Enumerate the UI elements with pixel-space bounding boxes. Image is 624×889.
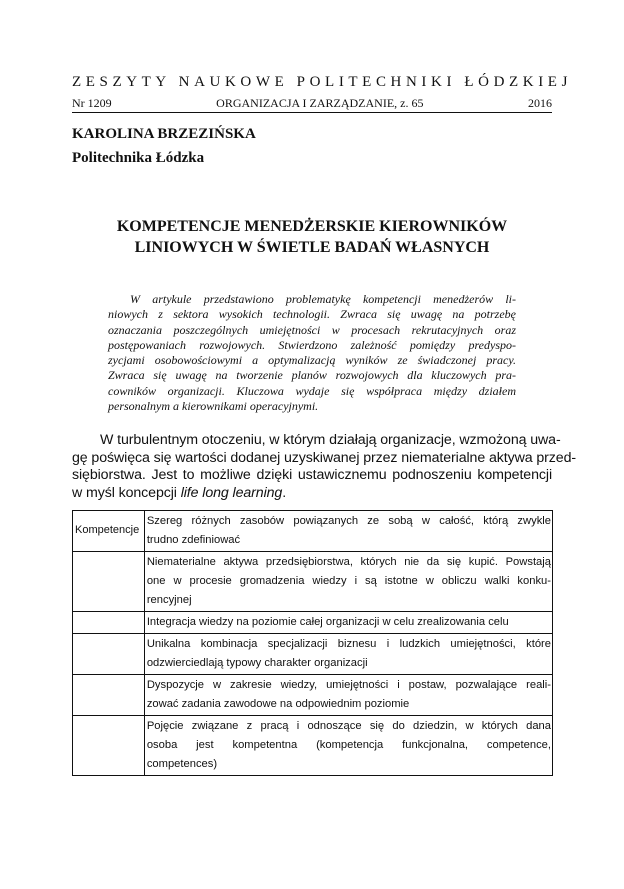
table-cell-line: osoba jest kompetentna (kompetencja funkcjonalna, competence, — [146, 739, 551, 751]
table-definition-cell — [144, 634, 552, 675]
table-term-cell — [73, 716, 145, 776]
table-cell-line: one w procesie gromadzenia wiedzy i są istotne w obliczu walki konku- — [146, 575, 551, 587]
table-term-cell — [73, 552, 145, 612]
table-row — [73, 634, 553, 675]
competence-definitions-table — [72, 510, 553, 776]
abstract-line: cowników organizacji. Kluczowa wydaje się współpraca między działem — [108, 383, 516, 398]
table-cell-line: Dyspozycje w zakresie wiedzy, umiejętności i postaw, pozwalające reali- — [146, 679, 551, 691]
table-cell-line: Szereg różnych zasobów powiązanych ze sobą w całość, którą zwykle — [146, 515, 551, 527]
abstract-line: Zwraca się uwagę na tworzenie planów rozwojowych dla kluczowych pra- — [108, 368, 516, 383]
body-line — [72, 485, 552, 503]
table-definition-cell — [144, 612, 552, 634]
body-text-suffix: . — [282, 484, 287, 501]
article-title-line: LINIOWYCH W ŚWIETLE BADAŃ WŁASNYCH — [134, 239, 490, 256]
series-name: ORGANIZACJA I ZARZĄDZANIE, z. 65 — [216, 96, 424, 110]
table-row — [73, 511, 553, 552]
table-cell-line: competences) — [146, 758, 218, 770]
table-row — [73, 716, 553, 776]
abstract-line: W artykule przedstawiono problematykę kompetencji menedżerów li- — [130, 292, 516, 306]
table-cell-line: Niematerialne aktywa przedsiębiorstwa, których nie da się kupić. Powstają — [146, 556, 551, 568]
journal-title: ZESZYTY NAUKOWE POLITECHNIKI ŁÓDZKIEJ — [72, 74, 573, 90]
issue-number: Nr 1209 — [72, 96, 112, 110]
article-title-line: KOMPETENCJE MENEDŻERSKIE KIEROWNIKÓW — [116, 218, 508, 235]
abstract-line: oznaczania poszczególnych umiejętności w procesach rekrutacyjnych oraz — [108, 322, 516, 337]
article-title — [72, 216, 552, 258]
body-paragraph — [72, 432, 576, 502]
body-text-italic: life long learning — [180, 484, 283, 501]
table-row — [73, 612, 553, 634]
table-definition-cell — [144, 552, 552, 612]
abstract-line: niowych z sektora wysokich technologii. Zwraca się uwagę na potrzebę — [108, 307, 516, 322]
table-cell-line: zować zadania zawodowe na odpowiednim poziomie — [146, 698, 410, 710]
table-definition-cell — [144, 716, 552, 776]
table-cell-line: odzwierciedlają typowy charakter organizacji — [146, 657, 368, 669]
table-definition-cell — [144, 511, 552, 552]
author-affiliation: Politechnika Łódzka — [72, 150, 205, 166]
table-row — [73, 552, 553, 612]
body-line: gę poświęca się wartości dodanej uzyskiwanej przez niematerialne aktywa przed- — [72, 449, 576, 466]
abstract — [108, 292, 516, 414]
table-cell-line: Unikalna kombinacja specjalizacji biznesu i ludzkich umiejętności, które — [146, 638, 551, 650]
journal-info-bar — [72, 96, 552, 113]
table-row — [73, 675, 553, 716]
table-cell-line: rencyjnej — [146, 594, 192, 606]
body-line: siębiorstwa. Jest to możliwe dzięki ustawicznemu podnoszeniu kompetencji — [72, 467, 552, 484]
author-name: KAROLINA BRZEZIŃSKA — [72, 126, 256, 142]
body-line: W turbulentnym otoczeniu, w którym działają organizacje, wzmożoną uwa- — [100, 432, 561, 448]
body-text-prefix: w myśl koncepcji — [72, 484, 181, 501]
publication-year: 2016 — [527, 96, 552, 110]
abstract-line: personalnym a kierownikami operacyjnymi. — [108, 399, 319, 414]
table-cell-line: Pojęcie związane z pracą i odnoszące się do dziedzin, w których dana — [146, 720, 551, 732]
table-term-cell: Kompetencje — [73, 511, 145, 552]
table-term-cell — [73, 612, 145, 634]
table-term-cell — [73, 634, 145, 675]
abstract-line: postępowaniach rozwojowych. Stwierdzono zależność pomiędzy predyspo- — [108, 337, 516, 352]
table-term-cell — [73, 675, 145, 716]
table-cell-line: Integracja wiedzy na poziomie całej organizacji w celu zrealizowania celu — [146, 616, 509, 628]
table-definition-cell — [144, 675, 552, 716]
abstract-line: zycjami osobowościowymi a optymalizacją wyników ze świadczonej pracy. — [108, 353, 516, 368]
table-cell-line: trudno zdefiniować — [146, 534, 241, 546]
